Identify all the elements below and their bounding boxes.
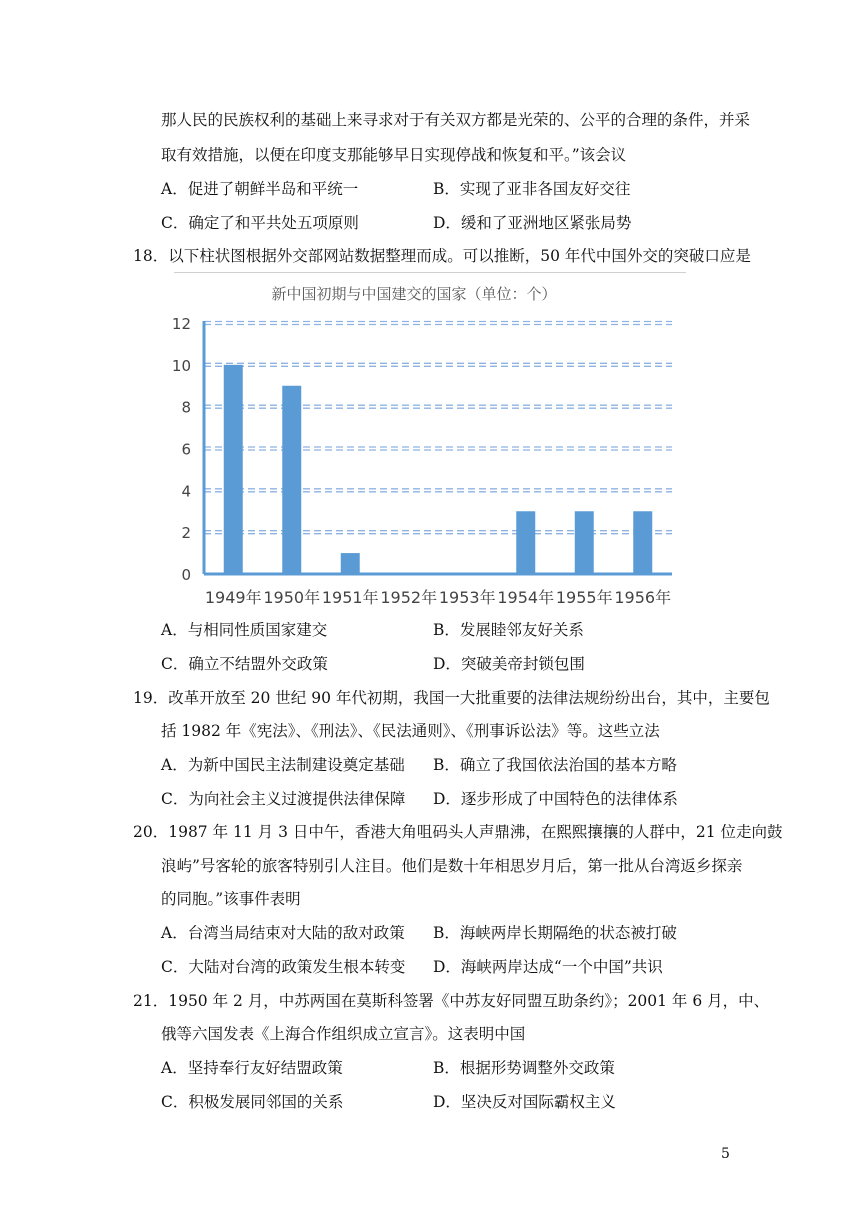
q18-option-c: C．确立不结盟外交政策 [161,655,328,673]
q21-stem-line-2: 俄等六国发表《上海合作组织成立宣言》。这表明中国 [161,1025,526,1043]
q19-option-d: D．逐步形成了中国特色的法律体系 [433,790,678,808]
q20-stem-line-1: 20．1987 年 11 月 3 日中午，香港大角咀码头人声鼎沸，在熙熙攘攘的人群中，21 位走向鼓 [133,823,783,841]
q19-option-c: C．为向社会主义过渡提供法律保障 [161,790,406,808]
q21-option-c: C．积极发展同邻国的关系 [161,1093,344,1111]
x-tick-label: 1952年 [380,588,438,607]
q18-option-d: D．突破美帝封锁包围 [433,655,585,673]
bar-chart [171,272,686,612]
q18-stem: 18．以下柱状图根据外交部网站数据整理而成。可以推断，50 年代中国外交的突破口应是 [133,247,751,265]
x-tick-label: 1955年 [555,588,613,607]
q17-option-a: A．促进了朝鲜半岛和平统一 [161,180,359,198]
y-tick-label: 4 [181,482,191,501]
q20-option-b: B．海峡两岸长期隔绝的状态被打破 [433,924,677,942]
page-number: 5 [721,1146,730,1162]
x-tick-label: 1953年 [438,588,496,607]
chart-title: 新中国初期与中国建交的国家（单位：个） [271,285,557,303]
chart-bars [224,365,653,574]
q18-option-a: A．与相同性质国家建交 [161,621,328,639]
q17-stem-line-2: 取有效措施，以便在印度支那能够早日实现停战和恢复和平。”该会议 [161,146,627,164]
q19-stem-line-1: 19．改革开放至 20 世纪 90 年代初期，我国一大批重要的法律法规纷纷出台，其中，主要包 [133,689,770,707]
chart-gridlines [204,322,672,534]
bar-1951年 [341,553,360,574]
q21-stem-line-1: 21．1950 年 2 月，中苏两国在莫斯科签署《中苏友好同盟互助条约》；2001 年 6 月，中、 [133,992,770,1010]
chart-y-ticks [172,315,191,584]
y-tick-label: 6 [181,440,191,459]
q20-stem-line-3: 的同胞。”该事件表明 [161,890,301,908]
q17-stem-line-1: 那人民的民族权利的基础上来寻求对于有关双方都是光荣的、公平的合理的条件，并采 [161,111,751,129]
bar-1950年 [282,386,301,574]
bar-1954年 [516,511,535,574]
q20-stem-line-2: 浪屿”号客轮的旅客特别引人注目。他们是数十年相思岁月后，第一批从台湾返乡探亲 [161,857,743,875]
q19-stem-line-2: 括 1982 年《宪法》、《刑法》、《民法通则》、《刑事诉讼法》等。这些立法 [161,722,660,740]
bar-1949年 [224,365,243,574]
q17-option-c: C．确定了和平共处五项原则 [161,214,359,232]
q21-option-d: D．坚决反对国际霸权主义 [433,1093,616,1111]
q21-option-a: A．坚持奉行友好结盟政策 [161,1059,343,1077]
chart-x-ticks [205,588,671,607]
q19-option-a: A．为新中国民主法制建设奠定基础 [161,756,405,774]
q20-option-c: C．大陆对台湾的政策发生根本转变 [161,958,406,976]
q19-option-b: B．确立了我国依法治国的基本方略 [433,756,677,774]
q20-option-d: D．海峡两岸达成“一个中国”共识 [433,958,663,976]
y-tick-label: 12 [171,315,191,333]
x-tick-label: 1951年 [321,588,379,607]
y-tick-label: 8 [181,398,191,417]
bar-1955年 [575,511,594,574]
x-tick-label: 1949年 [204,588,262,607]
q18-option-b: B．发展睦邻友好关系 [433,621,584,639]
q17-option-b: B．实现了亚非各国友好交往 [433,180,631,198]
y-tick-label: 0 [181,566,191,584]
y-tick-label: 10 [171,356,191,375]
q20-option-a: A．台湾当局结束对大陆的敌对政策 [161,924,405,942]
q17-option-d: D．缓和了亚洲地区紧张局势 [433,214,632,232]
q21-option-b: B．根据形势调整外交政策 [433,1059,615,1077]
y-tick-label: 2 [181,524,191,543]
x-tick-label: 1950年 [263,588,321,607]
x-tick-label: 1956年 [614,588,672,607]
x-tick-label: 1954年 [497,588,555,607]
bar-1956年 [633,511,652,574]
